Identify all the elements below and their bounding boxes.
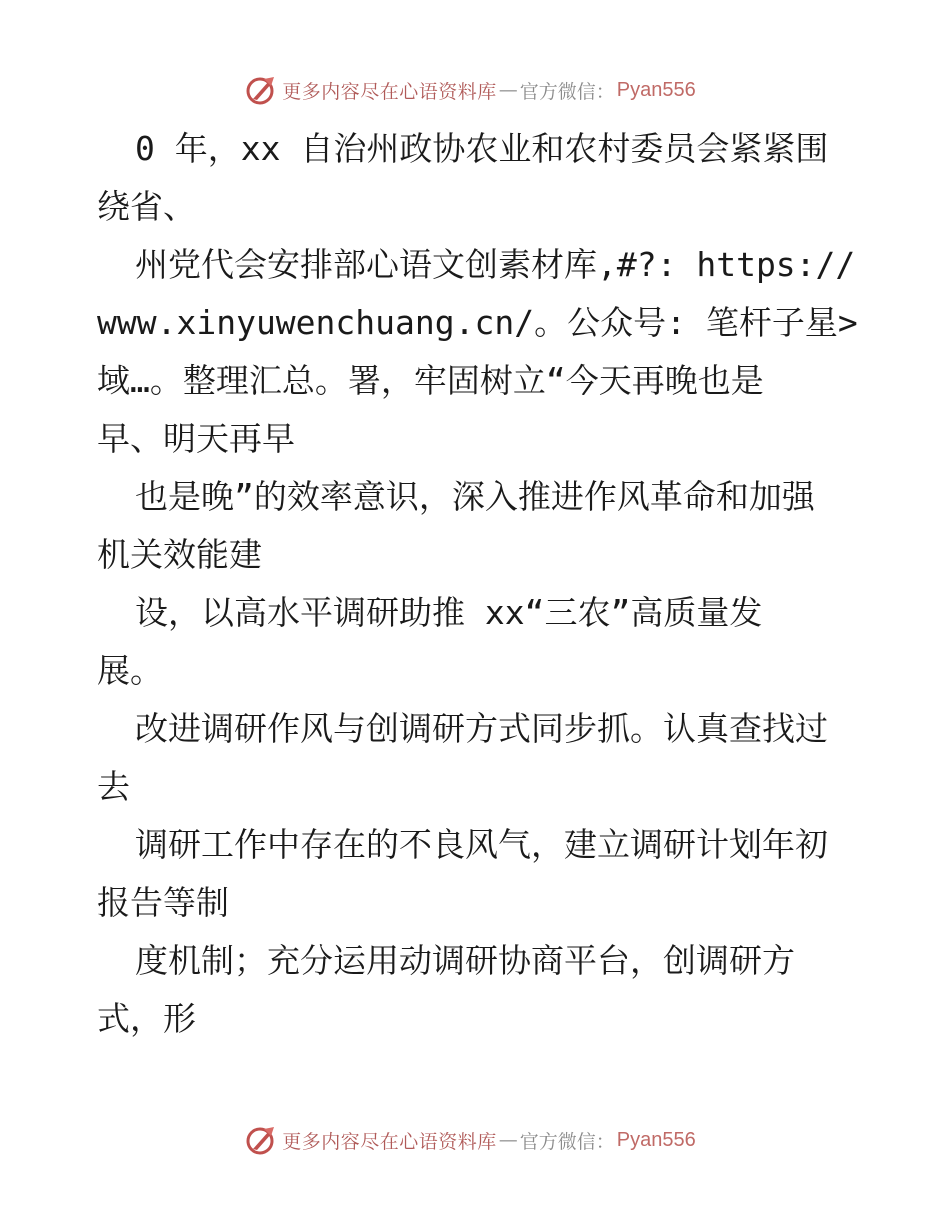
text-line: 去: [97, 767, 130, 806]
text-line: 机关效能建: [97, 535, 262, 574]
text-line: 展。: [97, 651, 163, 690]
footer-banner: [0, 1120, 950, 1160]
banner-slogan: 更多内容尽在心语资料库: [282, 80, 497, 103]
text-line: 设，以高水平调研助推 xx“三农”高质量发: [135, 593, 763, 632]
quill-logo-icon: [244, 73, 278, 107]
text-line: 0 年，xx 自治州政协农业和农村委员会紧紧围: [135, 129, 829, 168]
document-body: [97, 120, 877, 1048]
banner-wechat-label: 官方微信：: [519, 1130, 615, 1153]
quill-logo-icon: [244, 1123, 278, 1157]
text-line: 早、明天再早: [97, 419, 295, 458]
text-line: 州党代会安排部心语文创素材库,#?: https://: [135, 245, 856, 284]
text-line: 也是晚”的效率意识，深入推进作风革命和加强: [135, 477, 815, 516]
text-line: 式，形: [97, 999, 196, 1038]
banner-dash: —: [498, 1129, 518, 1151]
header-banner: [0, 70, 950, 110]
text-line: 度机制；充分运用动调研协商平台，创调研方: [135, 941, 795, 980]
banner-wechat-label: 官方微信：: [519, 80, 615, 103]
text-line: www.xinyuwenchuang.cn/。公众号: 笔杆子星>: [97, 303, 858, 342]
banner-wechat-id: Pyan556: [616, 78, 696, 101]
text-line: 调研工作中存在的不良风气，建立调研计划年初: [135, 825, 828, 864]
banner-dash: —: [498, 79, 518, 101]
banner-slogan: 更多内容尽在心语资料库: [282, 1130, 497, 1153]
text-line: 改进调研作风与创调研方式同步抓。认真查找过: [135, 709, 828, 748]
banner-wechat-id: Pyan556: [616, 1128, 696, 1151]
banner-content: [244, 73, 696, 107]
text-line: 域…。整理汇总。署，牢固树立“今天再晚也是: [97, 361, 764, 400]
banner-content: [244, 1123, 696, 1157]
text-line: 绕省、: [97, 187, 196, 226]
text-line: 报告等制: [97, 883, 229, 922]
